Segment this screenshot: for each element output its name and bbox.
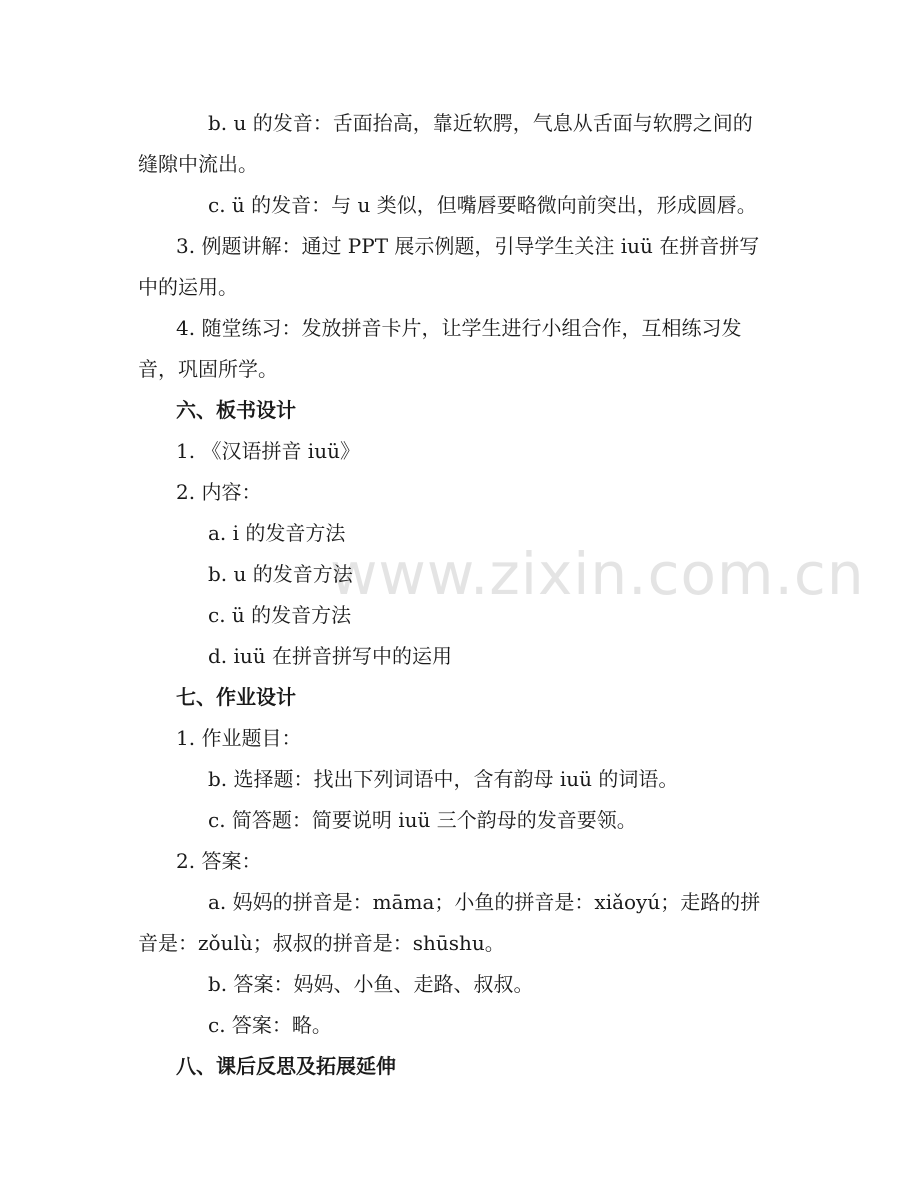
list-item: 1. 《汉语拼音 iuü》: [176, 439, 360, 463]
sub-list-item: c. 简答题：简要说明 iuü 三个韵母的发音要领。: [208, 808, 637, 832]
sub-list-item: a. i 的发音方法: [208, 521, 346, 545]
paragraph-line: 3. 例题讲解：通过 PPT 展示例题，引导学生关注 iuü 在拼音拼写: [176, 234, 760, 258]
section-heading: 七、作业设计: [176, 685, 296, 709]
sub-list-item: c. ü 的发音方法: [208, 603, 352, 627]
sub-list-item: a. 妈妈的拼音是：māma；小鱼的拼音是：xiǎoyú；走路的拼: [208, 890, 761, 914]
sub-list-item: b. 选择题：找出下列词语中，含有韵母 iuü 的词语。: [208, 767, 679, 791]
paragraph-line: 音是：zǒulù；叔叔的拼音是：shūshu。: [138, 931, 505, 955]
list-item: 2. 答案：: [176, 849, 262, 873]
list-item: 1. 作业题目：: [176, 726, 302, 750]
sub-list-item: b. 答案：妈妈、小鱼、走路、叔叔。: [208, 972, 534, 996]
paragraph-line: c. ü 的发音：与 u 类似，但嘴唇要略微向前突出，形成圆唇。: [208, 193, 757, 217]
list-item: 2. 内容：: [176, 480, 262, 504]
sub-list-item: b. u 的发音方法: [208, 562, 353, 586]
paragraph-line: b. u 的发音：舌面抬高，靠近软腭，气息从舌面与软腭之间的: [208, 111, 753, 135]
paragraph-line: 中的运用。: [138, 275, 238, 299]
sub-list-item: c. 答案：略。: [208, 1013, 332, 1037]
section-heading: 八、课后反思及拓展延伸: [176, 1054, 396, 1078]
paragraph-line: 音，巩固所学。: [138, 357, 278, 381]
paragraph-line: 缝隙中流出。: [138, 152, 258, 176]
sub-list-item: d. iuü 在拼音拼写中的运用: [208, 644, 453, 668]
watermark: www.zixin.com.cn: [330, 540, 865, 608]
section-heading: 六、板书设计: [176, 398, 296, 422]
paragraph-line: 4. 随堂练习：发放拼音卡片，让学生进行小组合作，互相练习发: [176, 316, 742, 340]
